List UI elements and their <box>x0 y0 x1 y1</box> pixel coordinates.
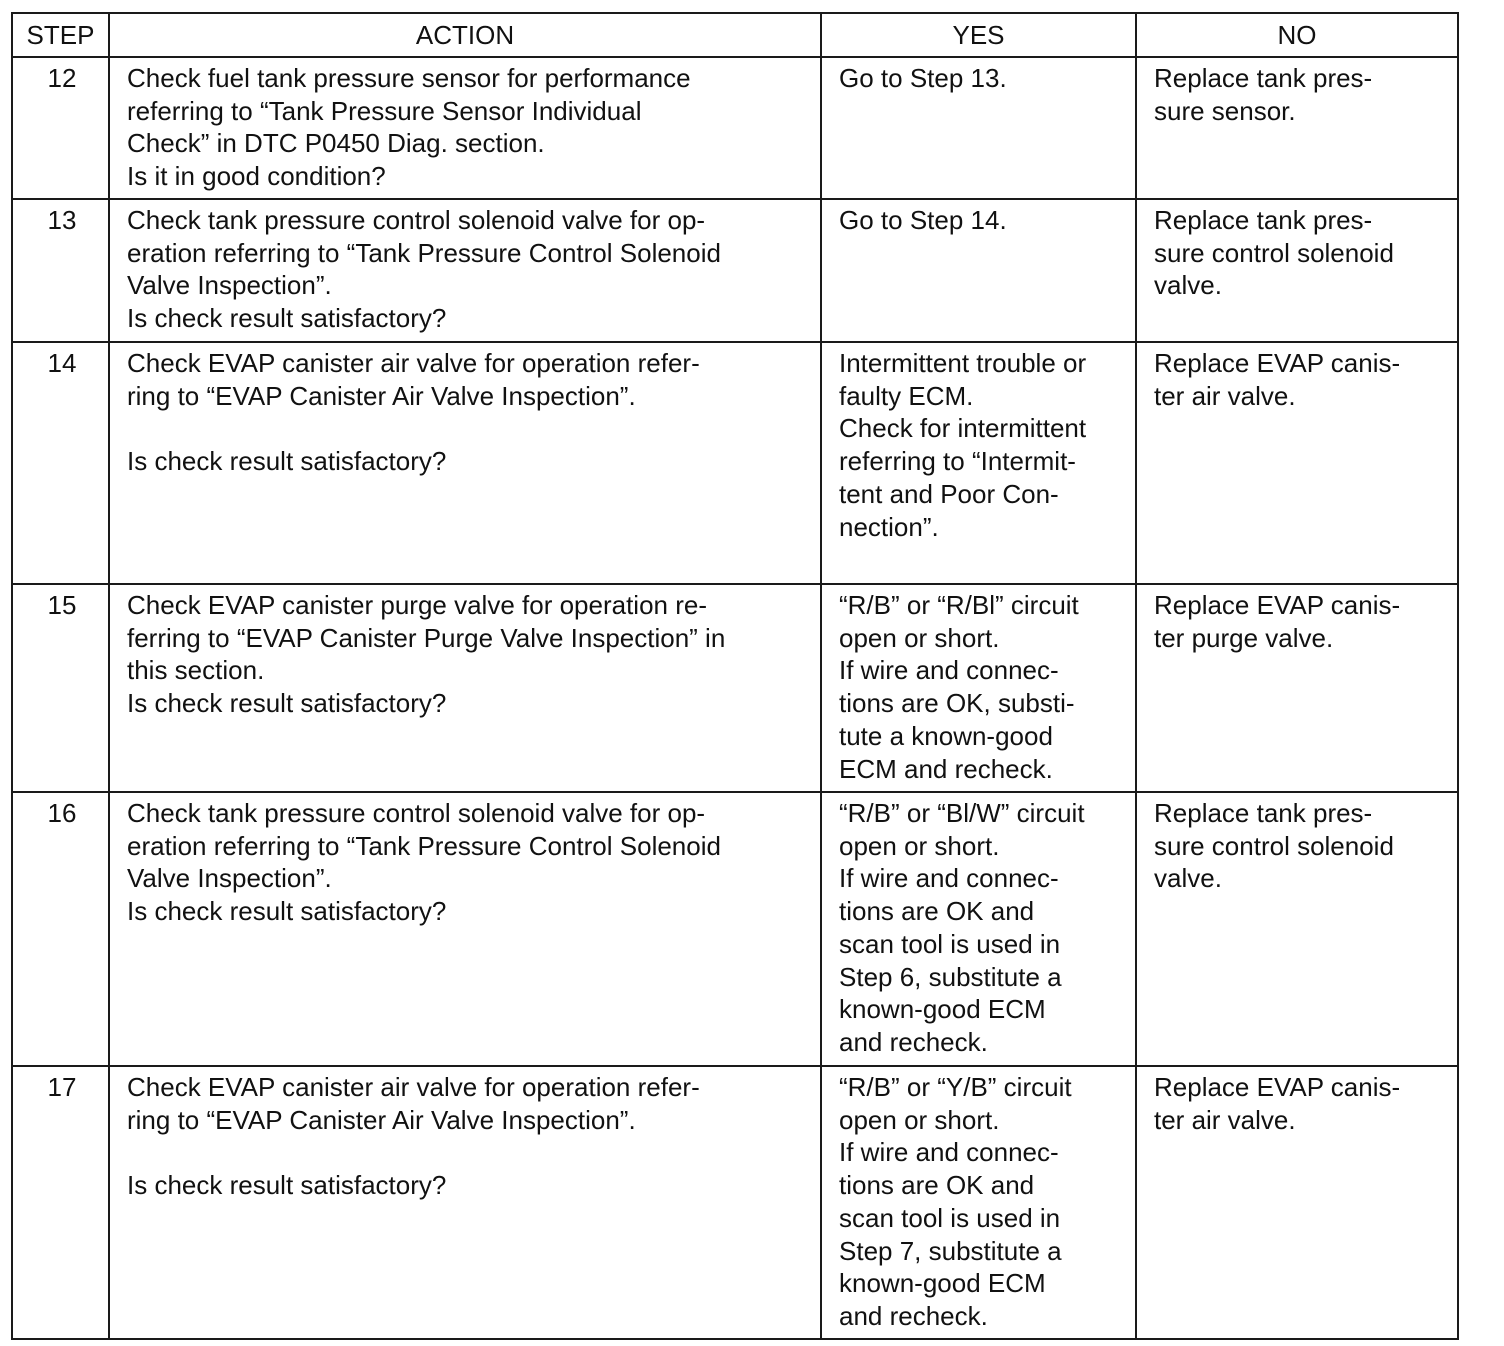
action-line: Is check result satisfactory? <box>127 1170 447 1201</box>
action-line: Check EVAP canister air valve for operation refer- <box>127 348 700 378</box>
action-line: referring to “Tank Pressure Sensor Individual <box>127 95 642 126</box>
yes-line: Step 6, substitute a <box>839 961 1062 992</box>
table-row <box>12 199 1458 342</box>
no-cell <box>1136 342 1458 584</box>
yes-line: Go to Step 14. <box>839 205 1007 235</box>
yes-line: Check for intermittent <box>839 413 1087 444</box>
no-cell <box>1136 792 1458 1066</box>
action-line: ring to “EVAP Canister Air Valve Inspection”. <box>127 1104 636 1135</box>
table-body <box>12 57 1458 1339</box>
action-cell <box>109 199 821 342</box>
yes-line: If wire and connec- <box>839 863 1059 894</box>
yes-line: tions are OK and <box>839 896 1035 927</box>
action-line: Check tank pressure control solenoid valve for op- <box>127 205 706 235</box>
action-cell <box>109 1066 821 1339</box>
no-line: Replace EVAP canis- <box>1154 590 1401 620</box>
header-step: STEP <box>12 13 109 57</box>
action-cell <box>109 57 821 199</box>
no-line: sure control solenoid <box>1154 237 1394 268</box>
no-line: ter air valve. <box>1154 380 1296 411</box>
yes-cell <box>821 199 1136 342</box>
no-line: Replace tank pres- <box>1154 205 1373 235</box>
yes-line: If wire and connec- <box>839 655 1059 686</box>
action-line: this section. <box>127 655 265 686</box>
action-blank-line <box>127 412 806 445</box>
step-cell: 12 <box>12 57 109 199</box>
yes-line: and recheck. <box>839 1026 988 1057</box>
header-yes: YES <box>821 13 1136 57</box>
action-line: Check EVAP canister purge valve for operation re- <box>127 590 707 620</box>
yes-cell <box>821 342 1136 584</box>
yes-line: “R/B” or “R/Bl” circuit <box>839 590 1079 620</box>
yes-line: tions are OK and <box>839 1170 1035 1201</box>
no-cell <box>1136 57 1458 199</box>
yes-line: scan tool is used in <box>839 1202 1061 1233</box>
yes-line: scan tool is used in <box>839 928 1061 959</box>
no-line: sure sensor. <box>1154 95 1296 126</box>
no-line: sure control solenoid <box>1154 830 1394 861</box>
action-line: Is check result satisfactory? <box>127 303 447 334</box>
no-line: valve. <box>1154 863 1222 894</box>
action-cell <box>109 342 821 584</box>
header-action: ACTION <box>109 13 821 57</box>
action-line: Valve Inspection”. <box>127 863 332 894</box>
yes-line: ECM and recheck. <box>839 753 1053 784</box>
yes-line: tions are OK, substi- <box>839 688 1075 719</box>
table-row <box>12 342 1458 584</box>
no-line: Replace tank pres- <box>1154 798 1373 828</box>
no-cell <box>1136 584 1458 792</box>
yes-line: open or short. <box>839 830 1000 861</box>
no-line: ter purge valve. <box>1154 622 1334 653</box>
diagnostic-table <box>11 12 1459 1340</box>
yes-cell <box>821 584 1136 792</box>
yes-line: known-good ECM <box>839 994 1046 1025</box>
table-row <box>12 1066 1458 1339</box>
no-line: Replace EVAP canis- <box>1154 348 1401 378</box>
table-row <box>12 792 1458 1066</box>
step-cell: 17 <box>12 1066 109 1339</box>
action-blank-line <box>127 1136 806 1169</box>
yes-line: and recheck. <box>839 1300 988 1331</box>
yes-line: faulty ECM. <box>839 380 974 411</box>
step-cell: 13 <box>12 199 109 342</box>
action-line: Is check result satisfactory? <box>127 688 447 719</box>
yes-line: known-good ECM <box>839 1268 1046 1299</box>
yes-line: tent and Poor Con- <box>839 478 1059 509</box>
no-cell <box>1136 1066 1458 1339</box>
action-line: eration referring to “Tank Pressure Control Solenoid <box>127 237 721 268</box>
action-line: ferring to “EVAP Canister Purge Valve Inspection” in <box>127 622 726 653</box>
step-cell: 16 <box>12 792 109 1066</box>
action-line: Is check result satisfactory? <box>127 446 447 477</box>
action-line: Check fuel tank pressure sensor for performance <box>127 63 691 93</box>
yes-line: open or short. <box>839 622 1000 653</box>
yes-cell <box>821 1066 1136 1339</box>
action-line: ring to “EVAP Canister Air Valve Inspection”. <box>127 380 636 411</box>
step-cell: 14 <box>12 342 109 584</box>
table-row <box>12 57 1458 199</box>
yes-line: Step 7, substitute a <box>839 1235 1062 1266</box>
no-line: Replace tank pres- <box>1154 63 1373 93</box>
yes-line: “R/B” or “Y/B” circuit <box>839 1072 1072 1102</box>
action-line: Is it in good condition? <box>127 161 386 192</box>
action-line: Is check result satisfactory? <box>127 896 447 927</box>
no-cell <box>1136 199 1458 342</box>
action-cell <box>109 792 821 1066</box>
action-line: Check” in DTC P0450 Diag. section. <box>127 128 545 159</box>
no-line: ter air valve. <box>1154 1104 1296 1135</box>
action-line: Valve Inspection”. <box>127 270 332 301</box>
yes-line: “R/B” or “Bl/W” circuit <box>839 798 1085 828</box>
yes-cell <box>821 57 1136 199</box>
yes-line: open or short. <box>839 1104 1000 1135</box>
yes-line: referring to “Intermit- <box>839 446 1076 477</box>
yes-line: nection”. <box>839 511 939 542</box>
yes-line: Go to Step 13. <box>839 63 1007 93</box>
table-row <box>12 584 1458 792</box>
yes-line: If wire and connec- <box>839 1137 1059 1168</box>
yes-line: Intermittent trouble or <box>839 348 1087 378</box>
step-cell: 15 <box>12 584 109 792</box>
action-line: eration referring to “Tank Pressure Control Solenoid <box>127 830 721 861</box>
no-line: valve. <box>1154 270 1222 301</box>
no-line: Replace EVAP canis- <box>1154 1072 1401 1102</box>
action-line: Check EVAP canister air valve for operation refer- <box>127 1072 700 1102</box>
action-line: Check tank pressure control solenoid valve for op- <box>127 798 706 828</box>
header-no: NO <box>1136 13 1458 57</box>
yes-cell <box>821 792 1136 1066</box>
yes-line: tute a known-good <box>839 720 1053 751</box>
action-cell <box>109 584 821 792</box>
header-row <box>12 13 1458 57</box>
